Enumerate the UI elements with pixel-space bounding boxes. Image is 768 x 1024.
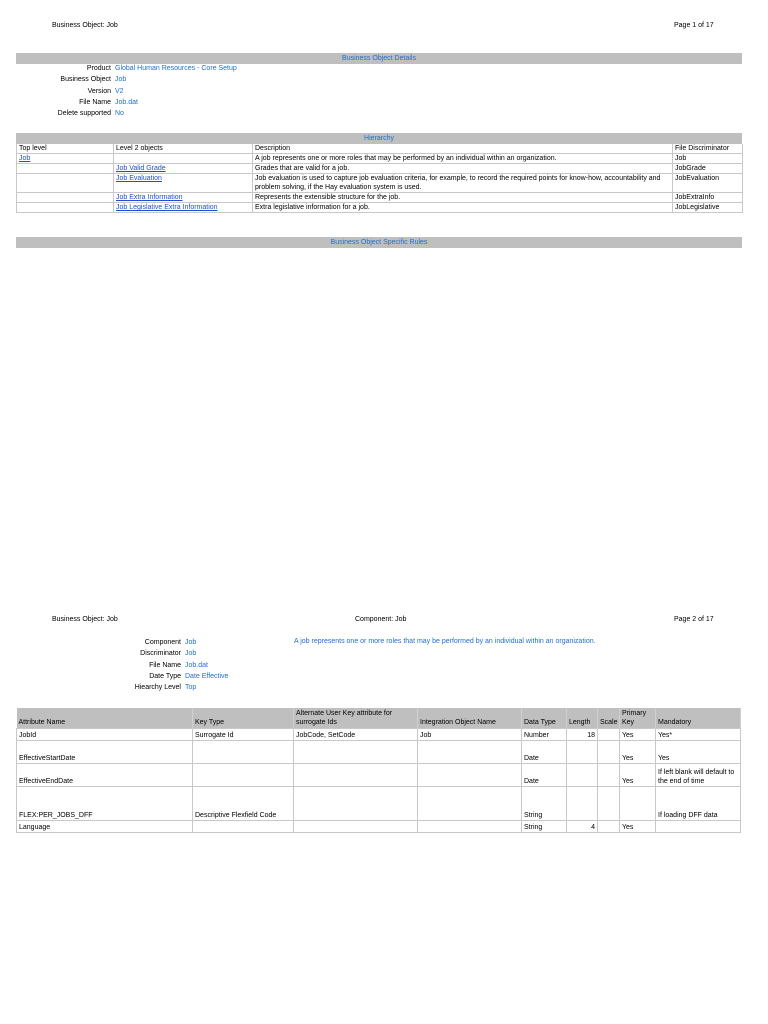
hierarchy-table <box>16 144 743 213</box>
attr-integration-cell <box>418 764 522 787</box>
attr-integration-cell <box>418 787 522 821</box>
column-header: Primary Key <box>620 708 656 729</box>
hierarchy-row <box>17 154 743 164</box>
column-header: File Discriminator <box>673 144 743 154</box>
level2-cell <box>114 164 253 174</box>
attribute-table <box>16 708 741 833</box>
discriminator-cell: JobLegislative <box>673 203 743 213</box>
attr-alt-key-cell <box>294 741 418 764</box>
attr-primary-cell <box>620 787 656 821</box>
description-cell: Job evaluation is used to capture job evaluation criteria, for example, to record the required points for know-how, accountability and problem solving, if the Hay evaluation system is used. <box>253 174 673 193</box>
attr-mandatory-cell: If left blank will default to the end of time <box>656 764 741 787</box>
top-level-link[interactable]: Job <box>19 155 31 162</box>
section-band-rules: Business Object Specific Rules <box>16 237 742 248</box>
attr-data-type-cell: String <box>522 821 567 833</box>
column-header: Key Type <box>193 708 294 729</box>
detail-label: File Name <box>79 98 111 106</box>
column-header: Attribute Name <box>17 708 193 729</box>
page-header-component: Component: Job <box>355 616 407 623</box>
attr-alt-key-cell <box>294 821 418 833</box>
detail-value: Job <box>185 639 197 646</box>
detail-label: Version <box>87 87 111 95</box>
attr-name-cell: FLEX:PER_JOBS_DFF <box>17 787 193 821</box>
level2-link[interactable]: Job Legislative Extra Information <box>116 204 218 211</box>
top-level-cell <box>17 193 114 203</box>
attr-name-cell: EffectiveEndDate <box>17 764 193 787</box>
detail-label: Component <box>144 639 181 646</box>
attr-scale-cell <box>598 729 620 741</box>
attr-key-type-cell: Descriptive Flexfield Code <box>193 787 294 821</box>
detail-value: Top <box>185 684 197 692</box>
attr-integration-cell: Job <box>418 729 522 741</box>
detail-label: Hiearchy Level <box>134 684 181 692</box>
attribute-row <box>17 787 741 821</box>
attr-primary-cell: Yes <box>620 764 656 787</box>
attribute-header-row <box>17 708 741 729</box>
column-header: Length <box>567 708 598 729</box>
attr-scale-cell <box>598 787 620 821</box>
column-header: Description <box>253 144 673 154</box>
attr-name-cell: Language <box>17 821 193 833</box>
detail-label: Business Object <box>60 76 111 84</box>
hierarchy-row <box>17 203 743 213</box>
top-level-cell <box>17 154 114 164</box>
attr-alt-key-cell <box>294 787 418 821</box>
attr-scale-cell <box>598 764 620 787</box>
detail-value: Job <box>115 76 127 84</box>
top-level-cell <box>17 164 114 174</box>
column-header: Integration Object Name <box>418 708 522 729</box>
attr-data-type-cell: String <box>522 787 567 821</box>
detail-label: File Name <box>149 661 181 669</box>
attr-data-type-cell: Date <box>522 741 567 764</box>
detail-label: Delete supported <box>57 110 111 118</box>
level2-link[interactable]: Job Evaluation <box>116 175 162 182</box>
detail-value: Date Effective <box>185 672 229 680</box>
attr-integration-cell <box>418 821 522 833</box>
attr-mandatory-cell: Yes* <box>656 729 741 741</box>
attr-key-type-cell <box>193 764 294 787</box>
attr-mandatory-cell: If loading DFF data <box>656 787 741 821</box>
discriminator-cell: JobExtraInfo <box>673 193 743 203</box>
attr-scale-cell <box>598 821 620 833</box>
discriminator-cell: JobGrade <box>673 164 743 174</box>
attribute-row <box>17 821 741 833</box>
description-cell: Extra legislative information for a job. <box>253 203 673 213</box>
attribute-row <box>17 764 741 787</box>
detail-label: Product <box>86 65 111 72</box>
detail-value: No <box>115 110 124 118</box>
section-band-hierarchy: Hierarchy <box>16 133 742 144</box>
hierarchy-row <box>17 164 743 174</box>
attr-data-type-cell: Date <box>522 764 567 787</box>
component-description: A job represents one or more roles that may be performed by an individual within an organization. <box>294 638 596 645</box>
attr-primary-cell: Yes <box>620 729 656 741</box>
top-level-cell <box>17 203 114 213</box>
top-level-cell <box>17 174 114 193</box>
level2-cell <box>114 193 253 203</box>
detail-value: Job.dat <box>115 98 138 106</box>
column-header: Scale <box>598 708 620 729</box>
level2-link[interactable]: Job Valid Grade <box>116 165 166 172</box>
attr-key-type-cell <box>193 741 294 764</box>
detail-label: Date Type <box>149 672 181 680</box>
detail-value: Global Human Resources - Core Setup <box>115 65 237 72</box>
attr-mandatory-cell <box>656 821 741 833</box>
detail-value: V2 <box>115 87 124 95</box>
attr-data-type-cell: Number <box>522 729 567 741</box>
column-header: Mandatory <box>656 708 741 729</box>
attr-length-cell: 4 <box>567 821 598 833</box>
page-header-object: Business Object: Job <box>52 22 118 29</box>
detail-value: Job <box>185 650 197 658</box>
attr-key-type-cell <box>193 821 294 833</box>
hierarchy-header-row <box>17 144 743 154</box>
page-header-object: Business Object: Job <box>52 616 118 623</box>
detail-value: Job.dat <box>185 661 208 669</box>
attribute-row <box>17 741 741 764</box>
attribute-row <box>17 729 741 741</box>
attr-integration-cell <box>418 741 522 764</box>
hierarchy-row <box>17 193 743 203</box>
detail-label: Discriminator <box>140 650 181 658</box>
level2-cell <box>114 154 253 164</box>
discriminator-cell: JobEvaluation <box>673 174 743 193</box>
level2-link[interactable]: Job Extra Information <box>116 194 183 201</box>
attr-key-type-cell: Surrogate Id <box>193 729 294 741</box>
level2-cell <box>114 174 253 193</box>
attr-length-cell <box>567 787 598 821</box>
attr-length-cell <box>567 741 598 764</box>
attr-alt-key-cell <box>294 764 418 787</box>
description-cell: Represents the extensible structure for the job. <box>253 193 673 203</box>
attr-length-cell <box>567 764 598 787</box>
attr-length-cell: 18 <box>567 729 598 741</box>
description-cell: A job represents one or more roles that may be performed by an individual within an organization. <box>253 154 673 164</box>
attr-primary-cell: Yes <box>620 741 656 764</box>
column-header: Alternate User Key attribute for surrogate Ids <box>294 708 418 729</box>
attr-primary-cell: Yes <box>620 821 656 833</box>
discriminator-cell: Job <box>673 154 743 164</box>
attr-name-cell: EffectiveStartDate <box>17 741 193 764</box>
page-number: Page 2 of 17 <box>674 616 714 623</box>
hierarchy-row <box>17 174 743 193</box>
column-header: Data Type <box>522 708 567 729</box>
attr-scale-cell <box>598 741 620 764</box>
section-band-details: Business Object Details <box>16 53 742 64</box>
attr-alt-key-cell: JobCode, SetCode <box>294 729 418 741</box>
level2-cell <box>114 203 253 213</box>
page-number: Page 1 of 17 <box>674 22 714 29</box>
column-header: Top level <box>17 144 114 154</box>
attr-mandatory-cell: Yes <box>656 741 741 764</box>
description-cell: Grades that are valid for a job. <box>253 164 673 174</box>
column-header: Level 2 objects <box>114 144 253 154</box>
attr-name-cell: JobId <box>17 729 193 741</box>
